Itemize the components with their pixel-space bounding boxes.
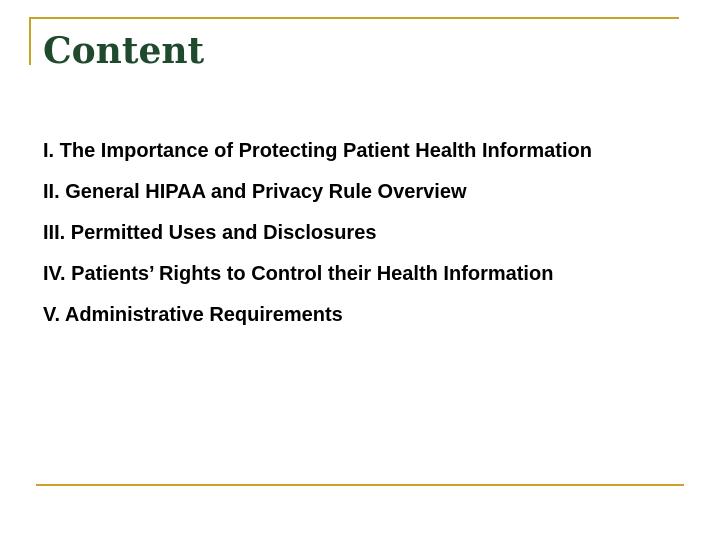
list-item: I. The Importance of Protecting Patient Health Information	[43, 140, 592, 162]
content-list	[43, 138, 683, 343]
list-item: II. General HIPAA and Privacy Rule Overview	[43, 181, 467, 203]
list-item: III. Permitted Uses and Disclosures	[43, 222, 377, 244]
top-divider	[29, 17, 679, 19]
list-item: IV. Patients’ Rights to Control their Health Information	[43, 263, 554, 285]
side-divider	[29, 17, 31, 65]
list-item: V. Administrative Requirements	[43, 304, 343, 326]
bottom-divider	[36, 484, 684, 486]
slide-title: Content	[43, 30, 205, 72]
